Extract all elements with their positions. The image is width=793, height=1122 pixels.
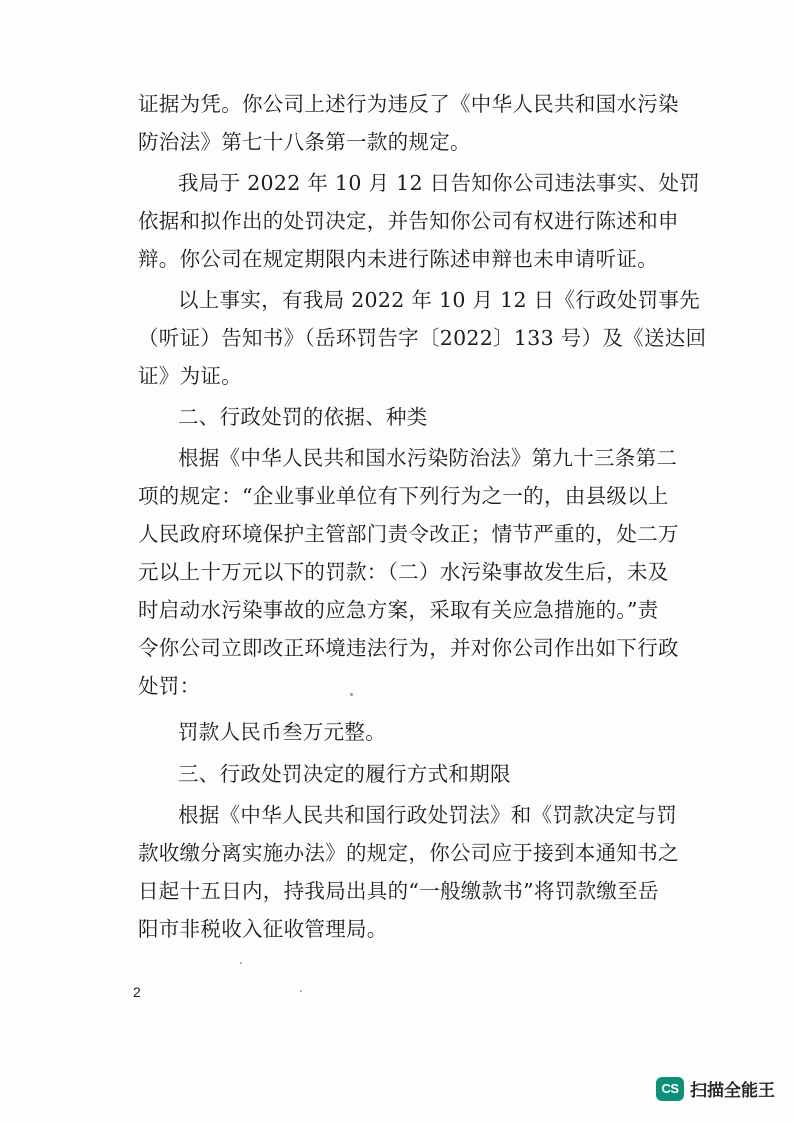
penalty-line: 罚款人民币叁万元整。 bbox=[178, 720, 386, 744]
scan-speck bbox=[350, 693, 353, 696]
body-line: 以上事实，有我局 2022 年 10 月 12 日《行政处罚事先 bbox=[178, 288, 701, 312]
body-line: 根据《中华人民共和国行政处罚法》和《罚款决定与罚 bbox=[178, 803, 678, 827]
body-line: 证据为凭。你公司上述行为违反了《中华人民共和国水污染 bbox=[138, 92, 679, 116]
body-line: 款收缴分离实施办法》的规定，你公司应于接到本通知书之 bbox=[138, 841, 679, 865]
body-line: 元以上十万元以下的罚款：（二）水污染事故发生后，未及 bbox=[138, 560, 669, 584]
watermark-app-name: 扫描全能王 bbox=[690, 1081, 775, 1101]
body-line: 时启动水污染事故的应急方案，采取有关应急措施的。”责 bbox=[138, 598, 659, 622]
page-number: 2 bbox=[133, 984, 141, 1000]
section-heading: 二、行政处罚的依据、种类 bbox=[178, 405, 428, 429]
scan-speck bbox=[240, 962, 242, 964]
body-line: （听证）告知书》（岳环罚告字〔2022〕133 号）及《送达回 bbox=[138, 326, 707, 350]
body-line: 根据《中华人民共和国水污染防治法》第九十三条第二 bbox=[178, 446, 678, 470]
camscanner-watermark bbox=[656, 1076, 775, 1101]
body-line: 项的规定：“企业事业单位有下列行为之一的，由县级以上 bbox=[138, 484, 669, 508]
camscanner-logo-icon: CS bbox=[656, 1077, 684, 1101]
body-line: 防治法》第七十八条第一款的规定。 bbox=[138, 130, 471, 154]
body-line: 日起十五日内，持我局出具的“一般缴款书”将罚款缴至岳 bbox=[138, 879, 659, 903]
body-line: 阳市非税收入征收管理局。 bbox=[138, 917, 388, 941]
body-line: 我局于 2022 年 10 月 12 日告知你公司违法事实、处罚 bbox=[178, 171, 701, 195]
section-heading: 三、行政处罚决定的履行方式和期限 bbox=[178, 762, 511, 786]
scan-speck bbox=[300, 990, 302, 992]
body-line: 依据和拟作出的处罚决定，并告知你公司有权进行陈述和申 bbox=[138, 209, 679, 233]
body-line: 人民政府环境保护主管部门责令改正；情节严重的，处二万 bbox=[138, 522, 679, 546]
body-line: 处罚： bbox=[138, 674, 201, 698]
body-line: 证》为证。 bbox=[138, 364, 242, 388]
body-line: 令你公司立即改正环境违法行为，并对你公司作出如下行政 bbox=[138, 636, 679, 660]
body-line: 辩。你公司在规定期限内未进行陈述申辩也未申请听证。 bbox=[138, 247, 658, 271]
